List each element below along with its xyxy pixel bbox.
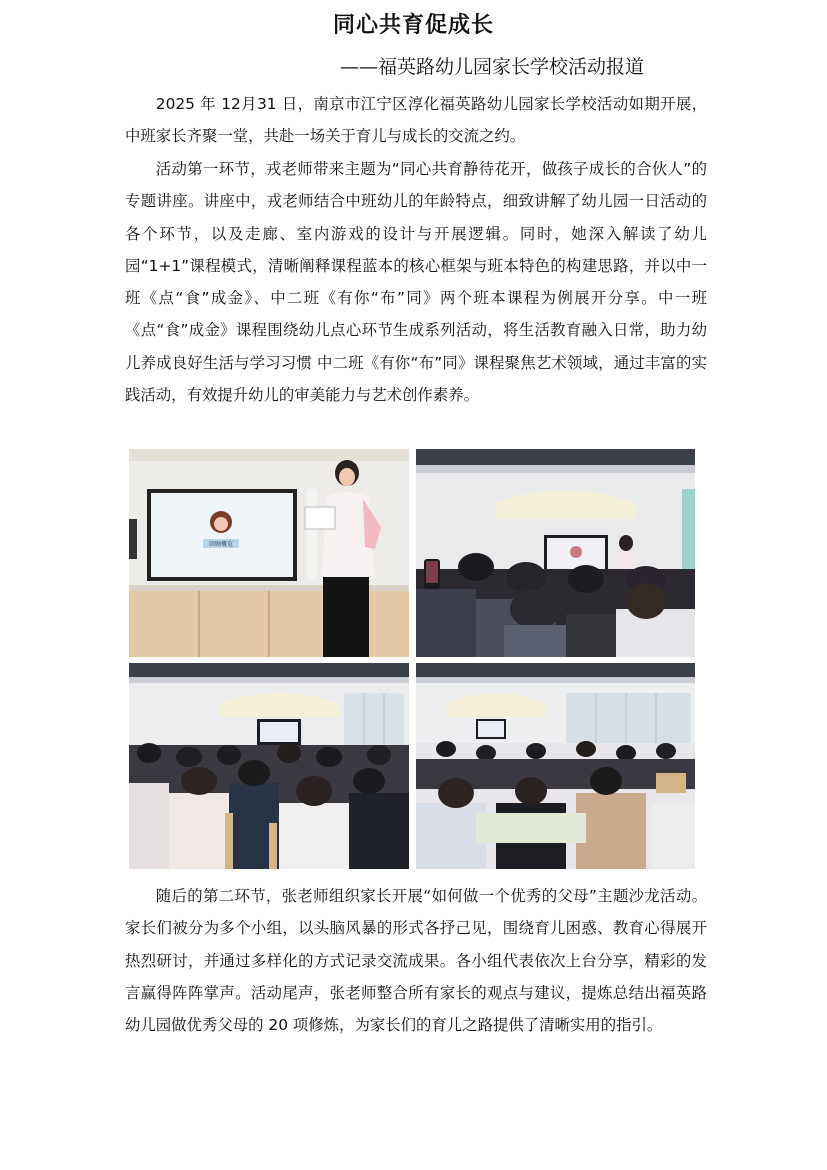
- photo-classroom-left: [129, 663, 409, 869]
- paragraph-lecture: 活动第一环节，戎老师带来主题为“同心共育静待花开，做孩子成长的合伙人”的专题讲座。讲座中，戎老师结合中班幼儿的年龄特点，细致讲解了幼儿园一日活动的各个环节，以及走廊、室内游戏的设计与开展逻辑。同时，她深入解读了幼儿园“1+1”课程模式，清晰阐释课程蓝本的核心框架与班本特色的构建思路，并以中一班《点“食”成金》、中二班《有你“布”同》两个班本课程为例展开分享。中一班《点“食”成金》课程围绕幼儿点心环节生成系列活动，将生活教育融入日常，助力幼儿养成良好生活与学习习惯 中二班《有你“布”同》课程聚焦艺术领域，通过丰富的实践活动，有效提升幼儿的审美能力与艺术创作素养。: [125, 160, 707, 405]
- photo-classroom-right: [416, 663, 695, 869]
- photo-teacher-presenting: [129, 449, 409, 657]
- paragraph-intro: 2025 年 12月31 日，南京市江宁区淳化福英路幼儿园家长学校活动如期开展，中班家长齐聚一堂，共赴一场关于育儿与成长的交流之约。: [125, 95, 707, 146]
- photo-parents-audience: [416, 449, 695, 657]
- paragraph-salon: 随后的第二环节，张老师组织家长开展“如何做一个优秀的父母”主题沙龙活动。家长们被分为多个小组，以头脑风暴的形式各抒己见，围绕育儿困惑、教育心得展开热烈研讨，并通过多样化的方式记录交流成果。各小组代表依次上台分享，精彩的发言赢得阵阵掌声。活动尾声，张老师整合所有家长的观点与建议，提炼总结出福英路幼儿园做优秀父母的 20 项修炼，为家长们的育儿之路提供了清晰实用的指引。: [125, 887, 707, 1035]
- article-title: 同心共育促成长: [332, 12, 494, 38]
- article-subtitle: ——福英路幼儿园家长学校活动报道: [340, 56, 645, 78]
- screen-caption-text: 回顾概览: [208, 541, 234, 548]
